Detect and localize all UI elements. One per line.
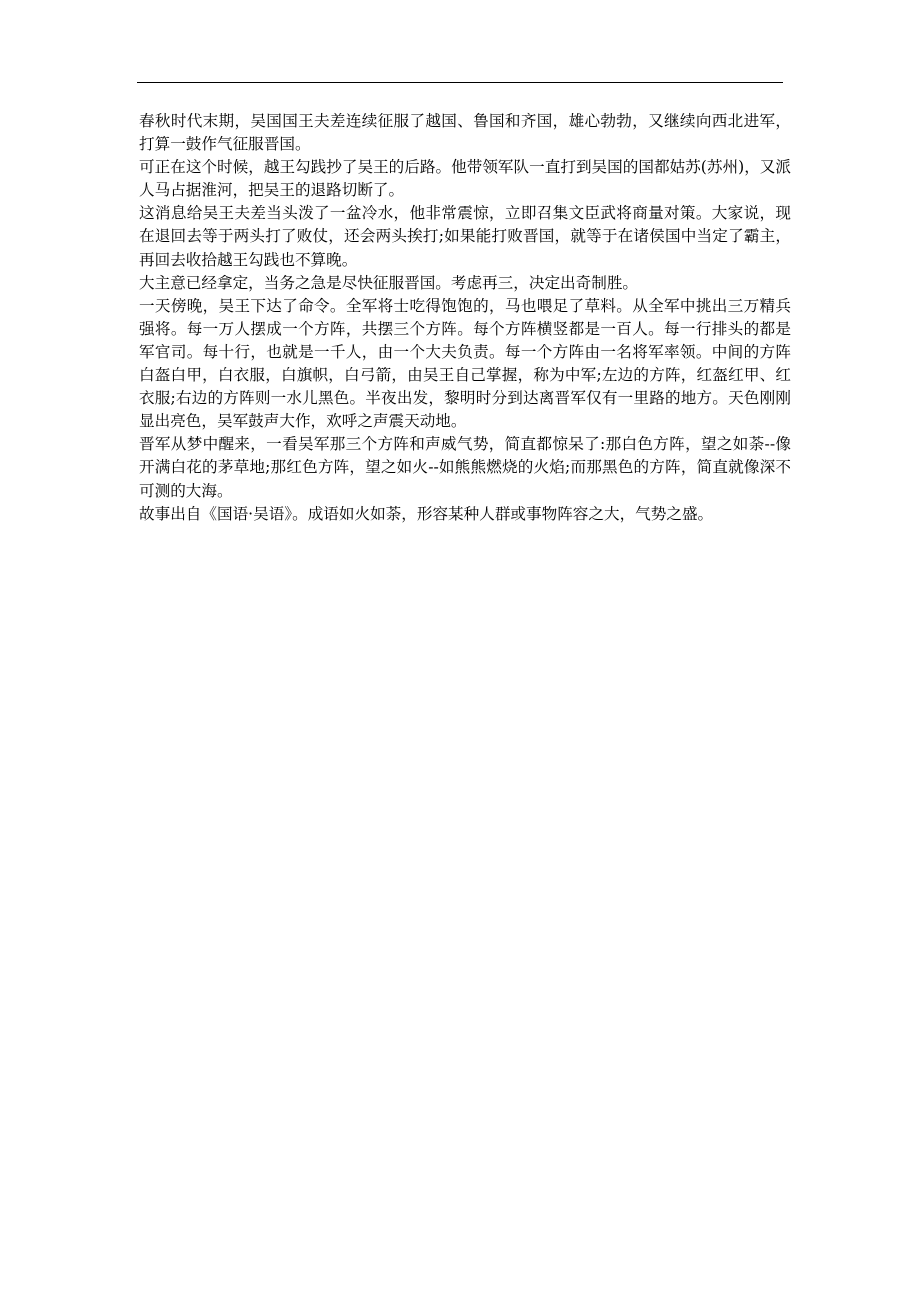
paragraph-6: 晋军从梦中醒来，一看吴军那三个方阵和声威气势，简直都惊呆了:那白色方阵，望之如荼--像开满白花的茅草地;那红色方阵，望之如火--如熊熊燃烧的火焰;而那黑色的方阵，简直就像深不可测的大海。 [139, 435, 791, 500]
paragraph-7: 故事出自《国语·吴语》。成语如火如荼，形容某种人群或事物阵容之大，气势之盛。 [139, 504, 714, 523]
document-body [139, 110, 791, 526]
paragraph-1: 春秋时代末期，吴国国王夫差连续征服了越国、鲁国和齐国，雄心勃勃，又继续向西北进军，打算一鼓作气征服晋国。 [139, 112, 791, 154]
paragraph-2: 可正在这个时候，越王勾践抄了吴王的后路。他带领军队一直打到吴国的国都姑苏(苏州)，又派人马占据淮河，把吴王的退路切断了。 [139, 158, 791, 200]
paragraph-3: 这消息给吴王夫差当头泼了一盆冷水，他非常震惊，立即召集文臣武将商量对策。大家说，现在退回去等于两头打了败仗，还会两头挨打;如果能打败晋国，就等于在诸侯国中当定了霸主，再回去收拾越王勾践也不算晚。 [139, 204, 791, 269]
paragraph-4: 大主意已经拿定，当务之急是尽快征服晋国。考虑再三，决定出奇制胜。 [139, 273, 639, 292]
header-rule [137, 82, 783, 83]
paragraph-5: 一天傍晚，吴王下达了命令。全军将士吃得饱饱的，马也喂足了草料。从全军中挑出三万精兵强将。每一万人摆成一个方阵，共摆三个方阵。每个方阵横竖都是一百人。每一行排头的都是军官司。每十行，也就是一千人，由一个大夫负责。每一个方阵由一名将军率领。中间的方阵白盔白甲，白衣服，白旗帜，白弓箭，由吴王自己掌握，称为中军;左边的方阵，红盔红甲、红衣服;右边的方阵则一水儿黑色。半夜出发，黎明时分到达离晋军仅有一里路的地方。天色刚刚显出亮色，吴军鼓声大作，欢呼之声震天动地。 [139, 296, 791, 431]
